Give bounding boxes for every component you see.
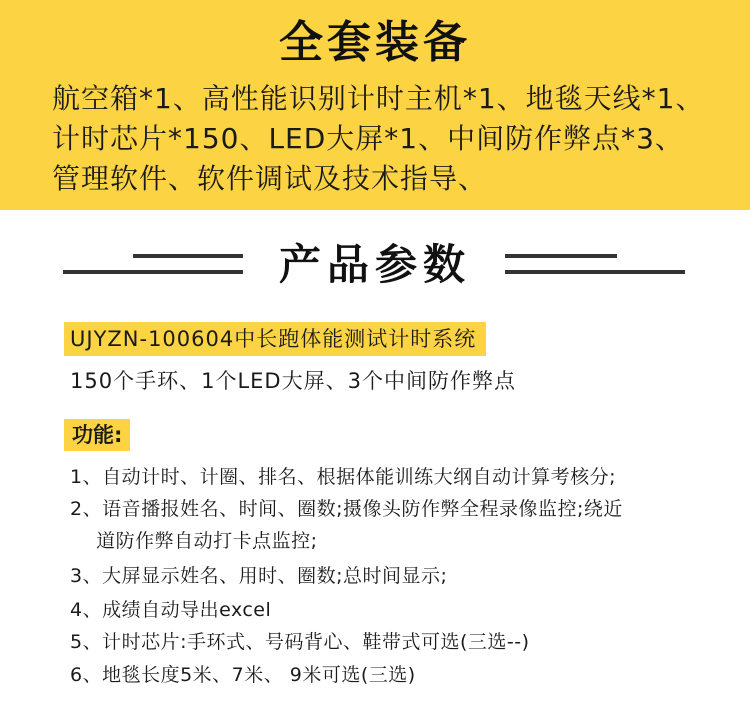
equipment-line-3: 管理软件、软件调试及技术指导、 xyxy=(52,162,488,195)
function-item-6: 6、地毯长度5米、7米、 9米可选(三选) xyxy=(70,664,416,686)
section-header xyxy=(0,232,750,292)
function-item-3: 3、大屏显示姓名、用时、圈数;总时间显示; xyxy=(70,565,448,587)
product-description: 150个手环、1个LED大屏、3个中间防作弊点 xyxy=(70,369,516,393)
product-name-highlight: UJYZN-100604中长跑体能测试计时系统 xyxy=(64,322,486,356)
banner-title: 全套装备 xyxy=(279,17,471,68)
function-item-2-cont: 道防作弊自动打卡点监控; xyxy=(70,530,318,552)
equipment-line-1: 航空箱*1、高性能识别计时主机*1、地毯天线*1、 xyxy=(52,82,705,115)
function-item-4: 4、成绩自动导出excel xyxy=(70,599,272,621)
equipment-line-2: 计时芯片*150、LED大屏*1、中间防作弊点*3、 xyxy=(52,122,684,155)
function-item-5: 5、计时芯片:手环式、号码背心、鞋带式可选(三选--) xyxy=(70,631,530,653)
function-item-1: 1、自动计时、计圈、排名、根据体能训练大纲自动计算考核分; xyxy=(70,466,616,488)
equipment-banner xyxy=(0,0,750,210)
decor-bar-right-bottom xyxy=(505,270,685,274)
section-title: 产品参数 xyxy=(278,240,471,289)
functions-label: 功能: xyxy=(64,419,130,451)
decor-bar-right-top xyxy=(505,254,617,258)
function-item-2: 2、语音播报姓名、时间、圈数;摄像头防作弊全程录像监控;绕近 xyxy=(70,498,623,520)
